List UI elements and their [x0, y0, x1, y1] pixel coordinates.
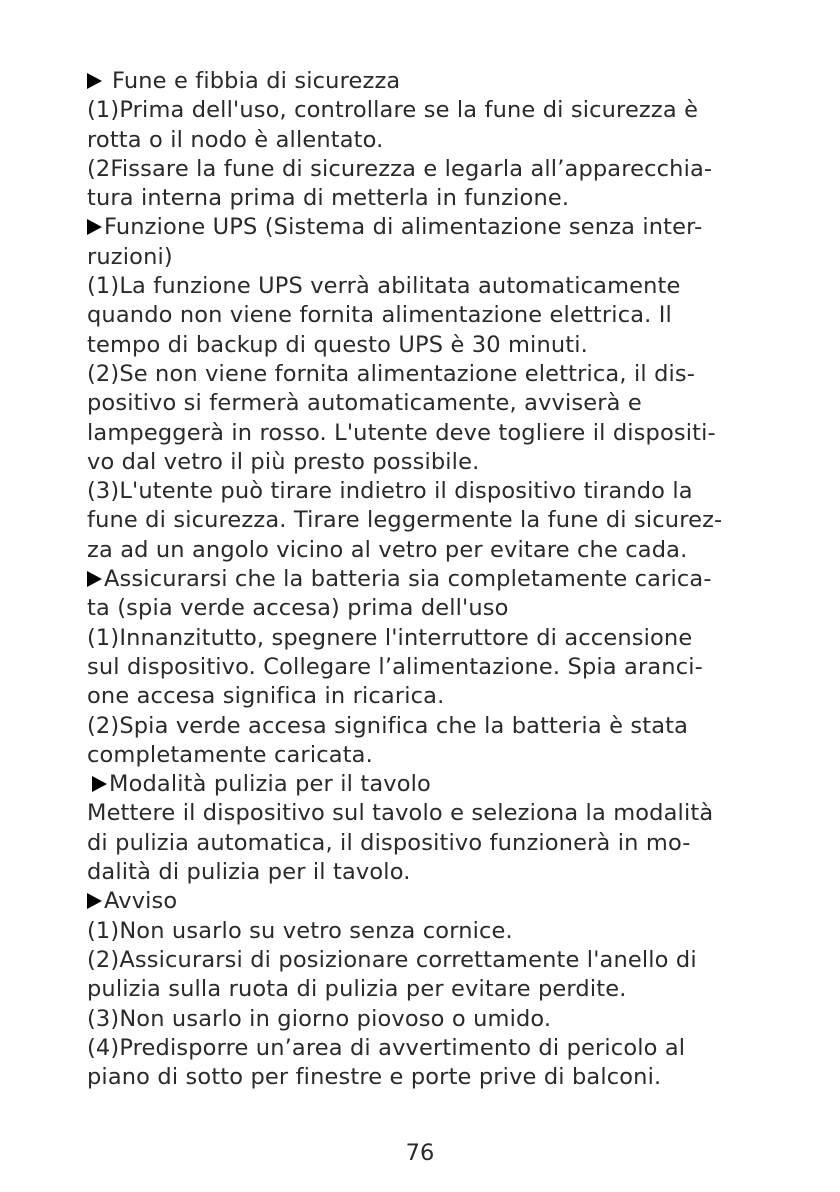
text-line: piano di sotto per finestre e porte prive di balconi.	[87, 1064, 662, 1091]
page-number: 76	[405, 1140, 435, 1166]
text-line: completamente caricata.	[87, 741, 373, 768]
heading-text: Avviso	[104, 888, 178, 915]
section-heading-fune	[87, 67, 777, 96]
heading-text: Modalità pulizia per il tavolo	[109, 771, 431, 798]
text-line: ta (spia verde accesa) prima dell'uso	[87, 595, 509, 622]
text-line: di pulizia automatica, il dispositivo funzionerà in mo-	[87, 829, 691, 856]
text-line: (1)Prima dell'uso, controllare se la fune di sicurezza è	[87, 97, 699, 124]
text-line: vo dal vetro il più presto possibile.	[87, 448, 480, 475]
text-line: sul dispositivo. Collegare l’alimentazione. Spia aranci-	[87, 653, 703, 680]
text-line: positivo si fermerà automaticamente, avviserà e	[87, 390, 642, 417]
text-line: ruzioni)	[87, 243, 173, 270]
text-line: za ad un angolo vicino al vetro per evitare che cada.	[87, 536, 688, 563]
text-line: pulizia sulla ruota di pulizia per evitare perdite.	[87, 976, 627, 1003]
text-line: (4)Predisporre un’area di avvertimento di pericolo al	[87, 1034, 686, 1061]
text-line: lampeggerà in rosso. L'utente deve togliere il dispositi-	[87, 419, 716, 446]
triangle-bullet-icon	[87, 893, 102, 909]
text-line: dalità di pulizia per il tavolo.	[87, 859, 411, 886]
text-line: (2)Spia verde accesa significa che la batteria è stata	[87, 712, 689, 739]
section-heading-avviso	[87, 887, 777, 916]
text-line: one accesa significa in ricarica.	[87, 683, 445, 710]
triangle-bullet-icon	[87, 571, 102, 587]
text-line: rotta o il nodo è allentato.	[87, 126, 384, 153]
section-heading-ups	[87, 213, 777, 242]
heading-text: Funzione UPS (Sistema di alimentazione senza inter-	[104, 214, 703, 241]
triangle-bullet-icon	[87, 73, 102, 89]
triangle-bullet-icon	[92, 776, 107, 792]
text-line: Mettere il dispositivo sul tavolo e seleziona la modalità	[87, 800, 714, 827]
text-line: quando non viene fornita alimentazione elettrica. Il	[87, 302, 672, 329]
section-heading-batteria	[87, 565, 777, 594]
text-line: (1)Non usarlo su vetro senza cornice.	[87, 917, 513, 944]
text-line: fune di sicurezza. Tirare leggermente la fune di sicurez-	[87, 507, 723, 534]
manual-page-body	[87, 67, 777, 1092]
text-line: (3)L'utente può tirare indietro il dispositivo tirando la	[87, 478, 693, 505]
text-line: (2)Se non viene fornita alimentazione elettrica, il dis-	[87, 360, 696, 387]
text-line: (1)La funzione UPS verrà abilitata automaticamente	[87, 273, 681, 300]
triangle-bullet-icon	[87, 219, 102, 235]
text-line: (2)Assicurarsi di posizionare correttamente l'anello di	[87, 946, 697, 973]
text-line: (1)Innanzitutto, spegnere l'interruttore di accensione	[87, 624, 693, 651]
text-line: tempo di backup di questo UPS è 30 minuti.	[87, 331, 588, 358]
section-heading-tavolo	[92, 770, 777, 799]
heading-text: Assicurarsi che la batteria sia completamente carica-	[104, 566, 712, 593]
text-line: (3)Non usarlo in giorno piovoso o umido.	[87, 1005, 552, 1032]
text-line: (2Fissare la fune di sicurezza e legarla all’apparecchia-	[87, 155, 713, 182]
heading-text: Fune e fibbia di sicurezza	[112, 68, 401, 94]
text-line: tura interna prima di metterla in funzione.	[87, 185, 570, 212]
